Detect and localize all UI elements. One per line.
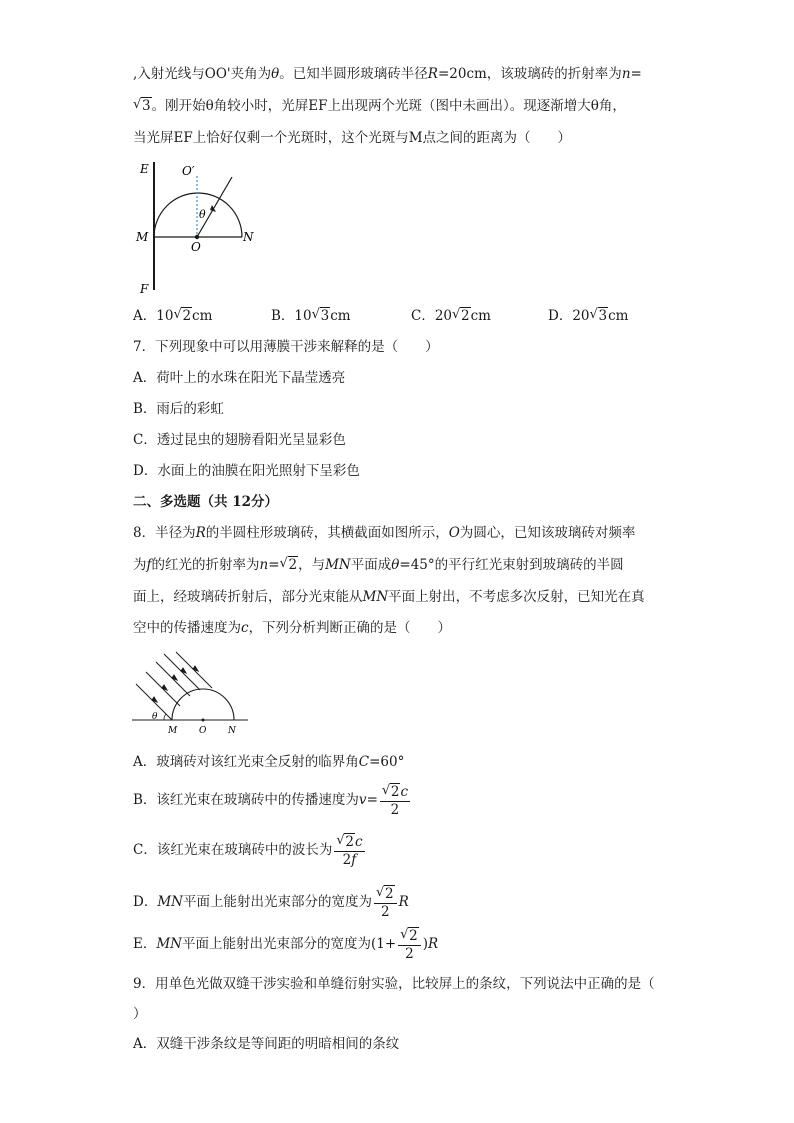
center-point — [202, 719, 205, 722]
q9-stem-close: ） — [133, 1006, 147, 1022]
q6-option-a[interactable]: A．10√ 2cm — [133, 306, 212, 326]
q8-stem-line-1: 8．半径为R的半圆柱形玻璃砖，其横截面如图所示，O为圆心，已知该玻璃砖对频率 — [133, 525, 636, 541]
q8-option-b[interactable]: B．该红光束在玻璃砖中的传播速度为v= √ $\frac{2c}{2}$ — [133, 782, 412, 818]
q6-stem-line-1: ,入射光线与OO'夹角为θ。已知半圆形玻璃砖半径R=20cm，该玻璃砖的折射率为n= — [133, 66, 642, 82]
q8-stem-line-4: 空中的传播速度为c，下列分析判断正确的是（ ） — [133, 620, 452, 636]
semicircle-glass — [154, 193, 242, 237]
label-N: N — [228, 726, 236, 736]
fraction: √ $\frac{2c}{2}$ — [380, 783, 410, 818]
incident-ray — [197, 177, 232, 237]
q6-figure — [130, 160, 270, 300]
q6-option-d[interactable]: D．20√ 3cm — [548, 306, 628, 326]
fraction: √ $\frac{2}{2}$ — [398, 927, 421, 962]
q9-stem: 9．用单色光做双缝干涉实验和单缝衍射实验，比较屏上的条纹，下列说法中正确的是（ — [133, 976, 655, 992]
label-O: O — [199, 726, 207, 736]
q8-option-c[interactable]: C．该红光束在玻璃砖中的波长为 √ $\frac{2c}{2f}$ — [133, 832, 367, 868]
label-O: O — [191, 240, 201, 254]
q8-figure — [130, 650, 260, 740]
label-N: N — [243, 230, 254, 244]
q7-option-a[interactable]: A．荷叶上的水珠在阳光下晶莹透亮 — [133, 370, 346, 386]
q7-option-d[interactable]: D．水面上的油膜在阳光照射下呈彩色 — [133, 463, 360, 479]
q7-option-c[interactable]: C．透过昆虫的翅膀看阳光呈显彩色 — [133, 432, 346, 448]
section-title-multi-choice: 二、多选题（共 12分） — [133, 494, 278, 510]
q8-stem-line-2: 为f的红光的折射率为n=√ 2，与MN平面成θ=45°的平行红光束射到玻璃砖的半圆 — [133, 555, 624, 575]
q8-option-e[interactable]: E．MN平面上能射出光束部分的宽度为(1+ √ $\frac{2}{2}$ )R — [133, 926, 438, 962]
label-M: M — [168, 726, 178, 736]
q8-stem-line-3: 面上，经玻璃砖折射后，部分光束能从MN平面上射出，不考虑多次反射，已知光在真 — [133, 589, 645, 605]
center-point — [195, 235, 199, 239]
label-E: E — [140, 162, 149, 176]
q6-option-c[interactable]: C．20√ 2cm — [411, 306, 491, 326]
q8-option-d[interactable]: D．MN平面上能射出光束部分的宽度为 √ $\frac{2}{2}$ R — [133, 884, 409, 920]
q8-option-a[interactable]: A．玻璃砖对该红光束全反射的临界角C=60° — [133, 754, 405, 770]
q6-stem-line-3: 当光屏EF上恰好仅剩一个光斑时，这个光斑与M点之间的距离为（ ） — [133, 130, 572, 146]
fraction: √ $\frac{2c}{2f}$ — [334, 833, 364, 868]
sqrt-3: √ 3 — [133, 96, 152, 116]
label-M: M — [136, 230, 149, 244]
q9-option-a[interactable]: A．双缝干涉条纹是等间距的明暗相间的条纹 — [133, 1036, 400, 1052]
q7-option-b[interactable]: B．雨后的彩虹 — [133, 401, 224, 417]
q6-stem-line-2: √ 3。刚开始θ角较小时，光屏EF上出现两个光斑（图中未画出）。现逐渐增大θ角， — [133, 96, 626, 116]
semicircle-glass — [172, 689, 234, 720]
label-theta: θ — [199, 208, 206, 221]
fraction: √ $\frac{2}{2}$ — [374, 885, 397, 920]
q6-option-b[interactable]: B．10√ 3cm — [271, 306, 351, 326]
label-O-prime: O′ — [182, 164, 195, 178]
theta-arc — [164, 714, 166, 720]
q7-stem: 7．下列现象中可以用薄膜干涉来解释的是（ ） — [133, 339, 439, 355]
label-F: F — [140, 282, 149, 296]
label-theta: θ — [152, 712, 158, 722]
